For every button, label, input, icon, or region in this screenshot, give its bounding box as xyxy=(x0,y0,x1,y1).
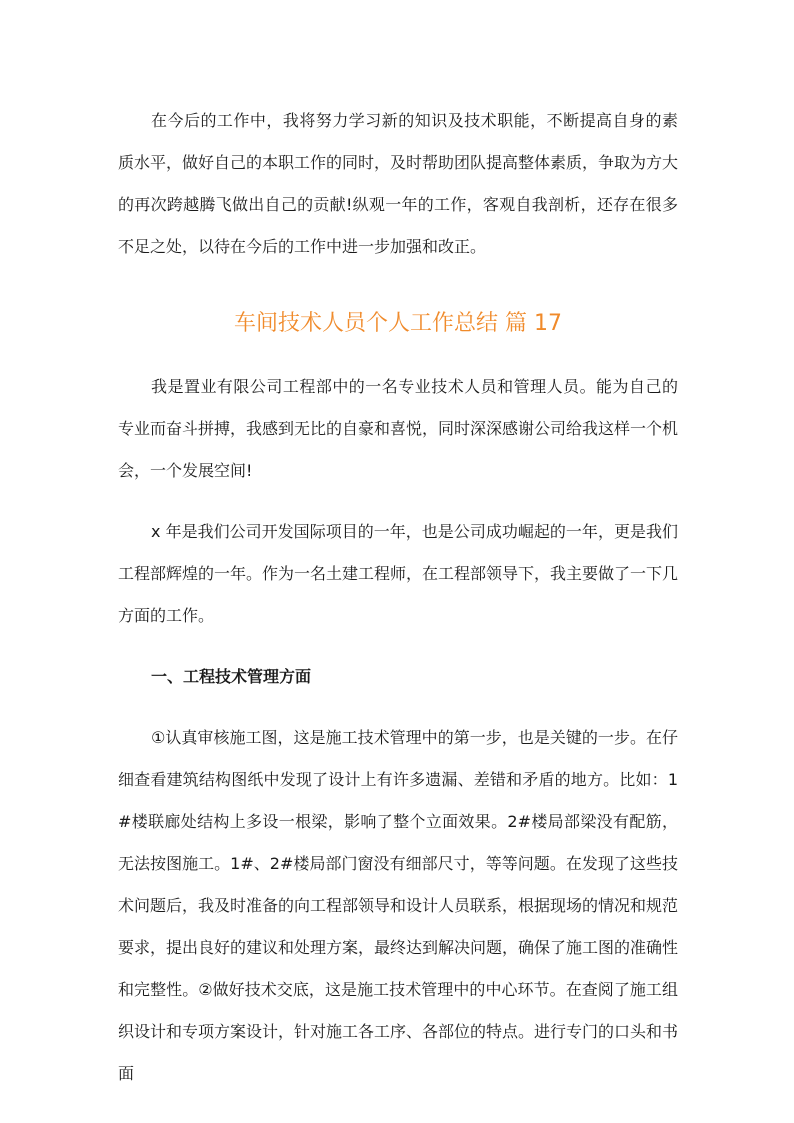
paragraph-intro: 在今后的工作中，我将努力学习新的知识及技术职能，不断提高自身的素质水平，做好自己的本职工作的同时，及时帮助团队提高整体素质，争取为方大的再次跨越腾飞做出自己的贡献!纵观一年的工作，客观自我剖析，还存在很多不足之处，以待在今后的工作中进一步加强和改正。 xyxy=(118,111,679,256)
paragraph-year-summary: x 年是我们公司开发国际项目的一年，也是公司成功崛起的一年，更是我们工程部辉煌的一年。作为一名土建工程师，在工程部领导下，我主要做了一下几方面的工作。 xyxy=(118,522,679,625)
section-heading: 车间技术人员个人工作总结 篇 17 xyxy=(234,311,562,336)
paragraph-self-intro: 我是置业有限公司工程部中的一名专业技术人员和管理人员。能为自己的专业而奋斗拼搏，我感到无比的自豪和喜悦，同时深深感谢公司给我这样一个机会，一个发展空间! xyxy=(118,377,679,480)
document-page xyxy=(118,100,678,1095)
subsection-title: 一、工程技术管理方面 xyxy=(151,667,312,686)
paragraph-technical-management: ①认真审核施工图，这是施工技术管理中的第一步，也是关键的一步。在仔细查看建筑结构图纸中发现了设计上有许多遗漏、差错和矛盾的地方。比如：1#楼联廊处结构上多设一根梁，影响了整个立面效果。2#楼局部梁没有配筋，无法按图施工。1#、2#楼局部门窗没有细部尺寸，等等问题。在发现了这些技术问题后，我及时准备的向工程部领导和设计人员联系，根据现场的情况和规范要求，提出良好的建议和处理方案，最终达到解决问题，确保了施工图的准确性和完整性。②做好技术交底，这是施工技术管理中的中心环节。在查阅了施工组织设计和专项方案设计，针对施工各工序、各部位的特点。进行专门的口头和书面 xyxy=(118,728,679,1083)
